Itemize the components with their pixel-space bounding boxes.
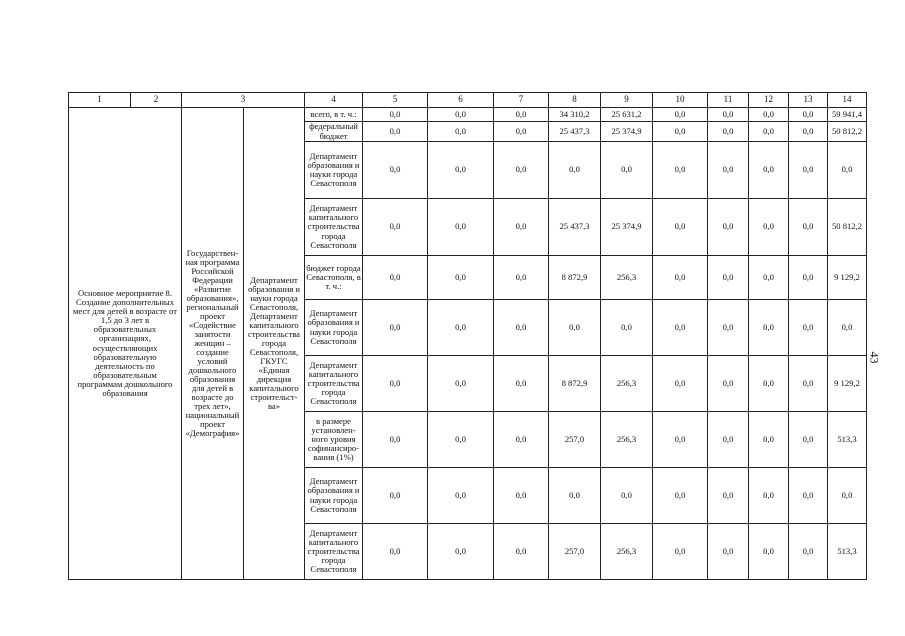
column-header: 11 (708, 93, 749, 108)
value-cell: 513,3 (828, 412, 867, 468)
value-cell: 0,0 (749, 122, 789, 142)
value-cell: 0,0 (708, 412, 749, 468)
value-cell: 0,0 (708, 468, 749, 524)
column-header: 12 (749, 93, 789, 108)
value-cell: 0,0 (494, 356, 549, 412)
value-cell: 0,0 (708, 122, 749, 142)
value-cell: 0,0 (789, 142, 828, 199)
value-cell: 256,3 (601, 524, 653, 580)
column-header: 8 (549, 93, 601, 108)
value-cell: 0,0 (601, 142, 653, 199)
value-cell: 0,0 (749, 256, 789, 300)
value-cell: 0,0 (494, 122, 549, 142)
value-cell: 0,0 (494, 524, 549, 580)
value-cell: 0,0 (789, 356, 828, 412)
column-header: 9 (601, 93, 653, 108)
column-header: 13 (789, 93, 828, 108)
value-cell: 0,0 (789, 300, 828, 356)
value-cell: 0,0 (549, 468, 601, 524)
value-cell: 0,0 (428, 122, 494, 142)
value-cell: 0,0 (789, 468, 828, 524)
value-cell: 0,0 (363, 122, 428, 142)
value-cell: 0,0 (828, 468, 867, 524)
value-cell: 25 631,2 (601, 108, 653, 122)
measure-cell: Основное мероприятие 8. Создание дополнительных мест для детей в возрасте от 1,5 до 3 лет в образовательных организациях, осуществляющих образовательную деятельность по образовательным программам дошкольного образования (69, 108, 182, 580)
funding-source-label: в размере установлен-ного уровня софинансиро-вания (1%) (305, 412, 363, 468)
value-cell: 0,0 (363, 412, 428, 468)
value-cell: 0,0 (789, 412, 828, 468)
value-cell: 0,0 (749, 142, 789, 199)
value-cell: 0,0 (749, 412, 789, 468)
program-cell: Государствен-ная программа Российской Федерации «Развитие образования», региональный проект «Содействие занятости женщин – создание условий дошкольного образования для детей в возрасте до трех лет», национальный проект «Демография» (182, 108, 244, 580)
value-cell: 9 129,2 (828, 356, 867, 412)
value-cell: 0,0 (494, 142, 549, 199)
value-cell: 0,0 (494, 256, 549, 300)
value-cell: 0,0 (749, 199, 789, 256)
value-cell: 0,0 (749, 108, 789, 122)
column-header: 3 (182, 93, 305, 108)
value-cell: 0,0 (789, 524, 828, 580)
value-cell: 0,0 (653, 468, 708, 524)
value-cell: 257,0 (549, 412, 601, 468)
page-number: 43 (867, 351, 882, 364)
value-cell: 0,0 (708, 108, 749, 122)
value-cell: 0,0 (428, 300, 494, 356)
value-cell: 0,0 (708, 199, 749, 256)
value-cell: 0,0 (494, 108, 549, 122)
value-cell: 0,0 (789, 108, 828, 122)
value-cell: 0,0 (749, 300, 789, 356)
value-cell: 0,0 (789, 122, 828, 142)
table-row (69, 108, 867, 122)
value-cell: 0,0 (363, 108, 428, 122)
value-cell: 0,0 (494, 300, 549, 356)
value-cell: 0,0 (749, 468, 789, 524)
value-cell: 0,0 (708, 256, 749, 300)
value-cell: 0,0 (653, 256, 708, 300)
value-cell: 0,0 (428, 356, 494, 412)
value-cell: 0,0 (749, 524, 789, 580)
value-cell: 50 812,2 (828, 199, 867, 256)
column-header: 7 (494, 93, 549, 108)
funding-source-label: Департамент капитального строительства города Севастополя (305, 199, 363, 256)
value-cell: 0,0 (653, 199, 708, 256)
value-cell: 25 437,3 (549, 122, 601, 142)
value-cell: 0,0 (653, 356, 708, 412)
value-cell: 0,0 (789, 199, 828, 256)
value-cell: 0,0 (494, 199, 549, 256)
budget-table (68, 92, 867, 580)
column-header: 4 (305, 93, 363, 108)
value-cell: 59 941,4 (828, 108, 867, 122)
table-body (69, 108, 867, 580)
value-cell: 0,0 (828, 142, 867, 199)
funding-source-label: бюджет города Севастополя, в т. ч.: (305, 256, 363, 300)
value-cell: 0,0 (708, 524, 749, 580)
value-cell: 0,0 (653, 412, 708, 468)
column-header: 10 (653, 93, 708, 108)
table-header-row (69, 93, 867, 108)
value-cell: 0,0 (363, 199, 428, 256)
value-cell: 0,0 (363, 524, 428, 580)
funding-source-label: всего, в т. ч.: (305, 108, 363, 122)
value-cell: 0,0 (653, 108, 708, 122)
funding-source-label: Департамент капитального строительства города Севастополя (305, 356, 363, 412)
value-cell: 0,0 (363, 256, 428, 300)
value-cell: 256,3 (601, 412, 653, 468)
value-cell: 0,0 (653, 524, 708, 580)
value-cell: 0,0 (363, 142, 428, 199)
value-cell: 256,3 (601, 256, 653, 300)
value-cell: 0,0 (494, 468, 549, 524)
column-header: 5 (363, 93, 428, 108)
value-cell: 0,0 (549, 142, 601, 199)
value-cell: 0,0 (428, 108, 494, 122)
value-cell: 0,0 (428, 412, 494, 468)
value-cell: 0,0 (653, 122, 708, 142)
value-cell: 256,3 (601, 356, 653, 412)
funding-source-label: Департамент образования и науки города Севастополя (305, 300, 363, 356)
value-cell: 0,0 (601, 300, 653, 356)
executor-cell: Департамент образования и науки города Севастополя, Департамент капитального строительства города Севастополя, ГКУГС «Единая дирекция капитального строительст-ва» (244, 108, 305, 580)
value-cell: 25 437,3 (549, 199, 601, 256)
value-cell: 9 129,2 (828, 256, 867, 300)
value-cell: 8 872,9 (549, 256, 601, 300)
value-cell: 0,0 (428, 256, 494, 300)
value-cell: 0,0 (708, 142, 749, 199)
funding-source-label: Департамент капитального строительства города Севастополя (305, 524, 363, 580)
value-cell: 25 374,9 (601, 199, 653, 256)
funding-source-label: Департамент образования и науки города Севастополя (305, 468, 363, 524)
value-cell: 0,0 (428, 468, 494, 524)
value-cell: 0,0 (428, 142, 494, 199)
value-cell: 0,0 (601, 468, 653, 524)
value-cell: 0,0 (363, 356, 428, 412)
value-cell: 513,3 (828, 524, 867, 580)
value-cell: 257,0 (549, 524, 601, 580)
column-header: 1 (69, 93, 131, 108)
value-cell: 0,0 (363, 468, 428, 524)
value-cell: 0,0 (363, 300, 428, 356)
value-cell: 0,0 (653, 300, 708, 356)
column-header: 14 (828, 93, 867, 108)
value-cell: 0,0 (653, 142, 708, 199)
value-cell: 0,0 (549, 300, 601, 356)
value-cell: 0,0 (708, 300, 749, 356)
funding-source-label: Департамент образования и науки города Севастополя (305, 142, 363, 199)
value-cell: 0,0 (828, 300, 867, 356)
column-header: 2 (131, 93, 182, 108)
value-cell: 0,0 (789, 256, 828, 300)
value-cell: 0,0 (494, 412, 549, 468)
funding-source-label: федеральный бюджет (305, 122, 363, 142)
value-cell: 8 872,9 (549, 356, 601, 412)
value-cell: 0,0 (708, 356, 749, 412)
value-cell: 34 310,2 (549, 108, 601, 122)
value-cell: 50 812,2 (828, 122, 867, 142)
value-cell: 25 374,9 (601, 122, 653, 142)
value-cell: 0,0 (428, 524, 494, 580)
column-header: 6 (428, 93, 494, 108)
value-cell: 0,0 (428, 199, 494, 256)
value-cell: 0,0 (749, 356, 789, 412)
